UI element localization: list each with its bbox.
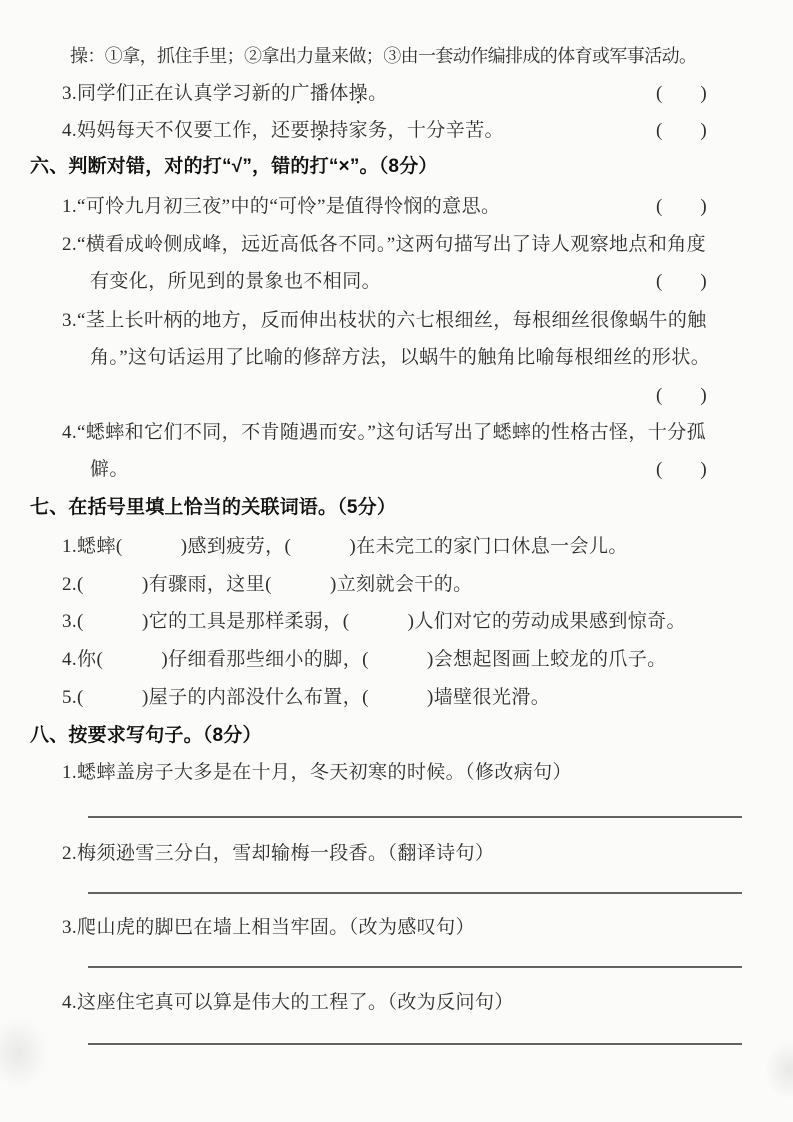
answer-writing-line[interactable] [88,892,742,894]
question-line-8-4: 4.这座住宅真可以算是伟大的工程了。（改为反问句） [62,992,514,1013]
fill-in-line-7-5[interactable]: 5.( )屋子的内部没什么布置，( )墙壁很光滑。 [62,687,551,708]
scan-smudge [0,1018,48,1088]
question-line-6-2a: 2.“横看成岭侧成峰，远近高低各不同。”这两句描写出了诗人观察地点和角度 [62,234,707,255]
fill-in-line-7-4[interactable]: 4.你( )仔细看那些细小的脚，( )会想起图画上蛟龙的爪子。 [62,649,667,670]
question-line-6-4b: 僻。 [90,459,129,480]
answer-writing-line[interactable] [88,816,742,818]
fill-in-line-7-2[interactable]: 2.( )有骤雨，这里( )立刻就会干的。 [62,574,473,595]
question-line-cao-3 [62,82,387,106]
section-seven-heading: 七、在括号里填上恰当的关联词语。（5分） [30,497,397,518]
answer-blank-parens[interactable]: ( ) [656,385,707,406]
question-line-6-3a: 3.“茎上长叶柄的地方，反而伸出枝状的六七根细丝，每根细丝很像蜗牛的触 [62,310,707,331]
answer-writing-line[interactable] [88,966,742,968]
emphasized-char: 操 [309,120,330,141]
answer-blank-parens[interactable]: ( ) [656,120,707,141]
question-text: 持家务，十分辛苦。 [329,120,504,141]
section-eight-heading: 八、按要求写句子。（8分） [30,725,262,746]
question-line-6-4a: 4.“蟋蟀和它们不同，不肯随遇而安。”这句话写出了蟋蟀的性格古怪，十分孤 [62,422,707,443]
scan-smudge [765,1040,793,1100]
fill-in-line-7-1[interactable]: 1.蟋蟀( )感到疲劳，( )在未完工的家门口休息一会儿。 [62,536,628,557]
dictionary-definition-line: 操：①拿，抓住手里；②拿出力量来做；③由一套动作编排成的体育或军事活动。 [70,46,697,66]
answer-blank-parens[interactable]: ( ) [656,459,707,480]
question-line-6-2b: 有变化，所见到的景象也不相同。 [90,271,382,292]
answer-blank-parens[interactable]: ( ) [656,83,707,104]
question-line-cao-4 [62,119,504,143]
question-line-8-1: 1.蟋蟀盖房子大多是在十月，冬天初寒的时候。（修改病句） [62,762,572,783]
answer-blank-parens[interactable]: ( ) [656,271,707,292]
question-line-6-1: 1.“可怜九月初三夜”中的“可怜”是值得怜悯的意思。 [62,196,501,217]
answer-blank-parens[interactable]: ( ) [656,196,707,217]
question-text: 4.妈妈每天不仅要工作，还要 [62,120,310,141]
emphasized-char: 操 [348,83,369,104]
question-line-8-3: 3.爬山虎的脚巴在墙上相当牢固。（改为感叹句） [62,917,475,938]
fill-in-line-7-3[interactable]: 3.( )它的工具是那样柔弱，( )人们对它的劳动成果感到惊奇。 [62,611,686,632]
question-text: 。 [368,83,388,104]
question-line-6-3b: 角。”这句话运用了比喻的修辞方法，以蜗牛的触角比喻每根细丝的形状。 [90,347,711,368]
question-text: 3.同学们正在认真学习新的广播体 [62,83,349,104]
section-six-heading: 六、判断对错，对的打“√”，错的打“×”。（8分） [30,156,438,177]
answer-writing-line[interactable] [88,1043,742,1045]
question-line-8-2: 2.梅须逊雪三分白，雪却输梅一段香。（翻译诗句） [62,843,495,864]
